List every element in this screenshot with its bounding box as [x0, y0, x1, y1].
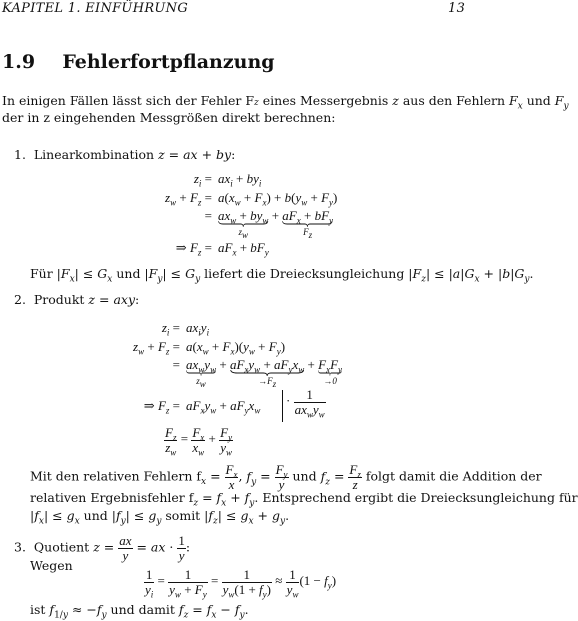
brace-Fz-2: $aF_xy_w + aF_yx_w$ $\to F_z$: [229, 357, 305, 389]
chapter-label: KAPITEL 1. EINFÜHRUNG: [2, 1, 189, 16]
eq2-rhs-3: $ax_wy_w$ $z_w$ + $aF_xy_w + aF_yx_w$ $\to F_z$ + $F_xF_y$ →0: [186, 357, 343, 389]
intro-line-1: In einigen Fällen lässt sich der Fehler Fz eines Messergebnis z aus den Fehlern $F_x$ und $F_y$: [2, 93, 569, 112]
eq1-rhs-3: $ax_w + by_w$ $z_w$ + $aF_x + bF_y$ $F_z$: [218, 208, 334, 240]
brace-zw-1: $ax_w + by_w$ $z_w$: [218, 208, 269, 240]
eq2-lhs-4: ⇒ $F_z$ =: [143, 398, 180, 416]
item-1-conclusion: Für $|F_x| \le G_x$ und $|F_y| \le G_y$ liefert die Dreiecksungleichung $|F_z| \le |a|G_x + |b|G_y$.: [30, 266, 534, 285]
eq1-rhs-4: $aF_x + bF_y$: [218, 240, 269, 258]
eq2-rhs-4: $aF_xy_w + aF_yx_w$: [186, 398, 261, 416]
item-1-label: 1. Linearkombination z = ax + by:: [14, 147, 236, 162]
eq3: $\frac{1}{y_i}$ = $\frac{1}{y_w + F_y}$ = $\frac{1}{y_w(1 + f_y)}$ ≈ $\frac{1}{y_w}$ $(1 - f_y)$: [145, 567, 337, 600]
section-title: Fehlerfortpflanzung: [62, 51, 275, 73]
eq2-rhs-2: $a(x_w + F_x)(y_w + F_y)$: [186, 339, 286, 357]
relative-text-1: Mit den relativen Fehlern $f_x$ = $\frac{F_x}{x}$ , $f_y$ = $\frac{F_y}{y}$ und $f_z$ = $\frac{F_z}{z}$ folgt damit die Addition der: [30, 462, 542, 492]
multiplier-fraction: · $\frac{1}{ax_wy_w}$: [286, 387, 325, 420]
eq1-lhs-1: $z_i$ =: [193, 171, 212, 189]
page-number: 13: [448, 1, 466, 16]
item-3-label: 3. Quotient z = $\frac{ax}{y}$ = ax · $\frac{1}{y}$ :: [14, 533, 191, 563]
eq2-eq-3: =: [172, 357, 180, 372]
item-2-label: 2. Produkt z = axy:: [14, 292, 140, 307]
vertical-bar: [282, 390, 283, 422]
eq2-rhs-1: $ax_iy_i$: [186, 320, 210, 338]
last-line: ist $f_{1/y} \approx -f_y$ und damit $f_z = f_x - f_y$.: [30, 602, 249, 621]
eq2-lhs-1: $z_i$ =: [161, 320, 180, 338]
eq1-lhs-2: $z_w + F_z$ =: [165, 190, 212, 208]
eq1-eq-3: =: [204, 208, 212, 223]
relative-text-2: relativen Ergebnisfehler $f_z = f_x + f_y$. Entsprechend ergibt die Dreiecksungleichung für: [30, 490, 578, 509]
eq1-rhs-1: $ax_i + by_i$: [218, 171, 262, 189]
eq2-relative: $\frac{F_z}{z_w}$ = $\frac{F_x}{x_w}$ + $\frac{F_y}{y_w}$: [165, 425, 233, 458]
eq2-lhs-2: $z_w + F_z$ =: [133, 339, 180, 357]
eq1-rhs-2: $a(x_w + F_x) + b(y_w + F_y)$: [218, 190, 338, 208]
section-number: 1.9: [2, 51, 36, 73]
wegen-label: Wegen: [30, 558, 73, 573]
section-heading: [2, 51, 275, 73]
brace-Fz-1: $aF_x + bF_y$ $F_z$: [282, 208, 334, 240]
brace-zw-2: $ax_wy_w$ $z_w$: [186, 357, 217, 389]
intro-line-2: der in z eingehenden Messgrößen direkt berechnen:: [2, 110, 336, 125]
eq1-lhs-4: ⇒ $F_z$ =: [175, 240, 212, 258]
running-header: [2, 1, 188, 16]
relative-text-3: $|f_x| \le g_x$ und $|f_y| \le g_y$ somit $|f_z| \le g_x + g_y$.: [30, 508, 290, 527]
brace-zero: $F_xF_y$ →0: [318, 357, 343, 386]
